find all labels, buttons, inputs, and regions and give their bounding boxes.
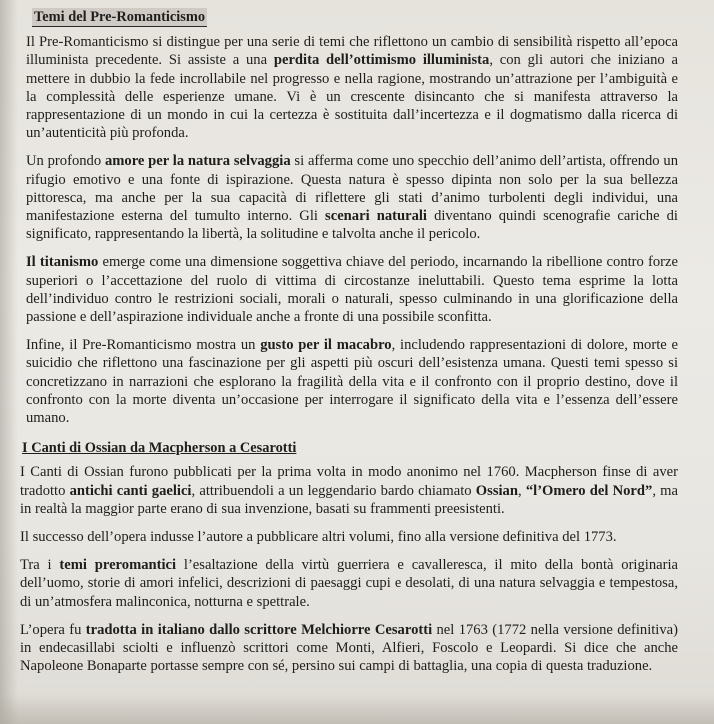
text-run: , con gli autori che iniziano a mettere in dubbio la fede incrollabile nel progresso e nella ragione, mostrando un’attrazione per l’ambiguità e la complessità delle esperienze umane. Vi è un crescente disincanto che si manifesta attraverso la rappresentazione di un mondo in cui la certezza è sostituita dall’incertezza e il dogmatismo dalla ricerca di un’autenticità più profonda. (26, 52, 678, 142)
section-title-ossian: I Canti di Ossian da Macpherson a Cesarotti (22, 440, 297, 457)
bold-term: Il titanismo (26, 254, 99, 271)
bold-term: Ossian (475, 482, 518, 499)
text-run: Infine, il Pre-Romanticismo mostra un (26, 337, 261, 354)
text-run: Il Pre-Romanticismo si distingue per una serie di temi che riflettono un cambio di sensibilità rispetto all’epoca illuminista precedente. Si assiste a una (26, 34, 678, 69)
section-title-pre-romanticismo: Temi del Pre-Romanticismo (32, 8, 207, 27)
paragraph-pessimism (26, 33, 678, 142)
paragraph-titanism (26, 253, 678, 326)
text-run: emerge come una dimensione soggettiva chiave del periodo, incarnando la ribellione contro forze superiori o l’accettazione del ruolo di vittima di circostanze ineluttabili. Questo tema esprime la lotta dell’individuo contro le restrizioni sociali, morali o naturali, spesso culminando in una glorificazione della passione e dell’aspirazione individuale anche a fronte di una possibile sconfitta. (26, 254, 678, 326)
bold-term: tradotta in italiano dallo scrittore Melchiorre Cesarotti (85, 621, 433, 638)
text-run: , ma in realtà la maggior parte erano di sua invenzione, basati su frammenti preesistenti. (20, 482, 679, 517)
text-run: nel 1763 (1772 nella versione definitiva) in endecasillabi sciolti e influenzò scrittori come Monti, Alfieri, Foscolo e Leopardi. Si dice che anche Napoleone Bonaparte portasse sempre con sé, persino sui campi di battaglia, una copia di questa traduzione. (20, 621, 678, 675)
text-run: Tra i (20, 557, 60, 574)
text-run: Un profondo (26, 153, 105, 170)
bold-term: gusto per il macabro (260, 337, 392, 354)
text-run: I Canti di Ossian furono pubblicati per la prima volta in modo anonimo nel 1760. Macpherson finse di aver tradotto (20, 464, 678, 499)
bold-term: perdita dell’ottimismo illuminista (273, 52, 490, 69)
text-run: , attribuendoli a un leggendario bardo chiamato (191, 482, 476, 499)
bold-term: scenari naturali (325, 208, 427, 225)
document-content (20, 8, 679, 686)
bold-term: antichi canti gaelici (69, 482, 192, 499)
text-run: diventano quindi scenografie cariche di significato, rappresentando la libertà, la solitudine e talvolta anche il pericolo. (26, 208, 678, 243)
paragraph-ossian-themes (20, 556, 678, 611)
paragraph-macabre (26, 336, 678, 427)
text-run: , includendo rappresentazioni di dolore, morte e suicidio che riflettono una fascinazione per gli aspetti più oscuri dell’esistenza umana. Questi temi spesso si concretizzano in narrazioni che esplorano la fragilità della vita e il confronto con il proprio destino, dove il confronto con la morte diventa un’occasione per interrogare il significato della vita e l’essenza dell’essere umano. (26, 337, 678, 427)
paragraph-ossian-publication (20, 463, 678, 518)
text-run: l’esaltazione della virtù guerriera e cavalleresca, il mito della bontà originaria dell’uomo, storie di amori infelici, descrizioni di paesaggi cupi e desolati, di una natura selvaggia e tempestosa, di un’atmosfera malinconica, notturna e spettrale. (20, 557, 678, 610)
paragraph-ossian-translation (20, 621, 678, 676)
bold-term: temi preromantici (59, 557, 177, 574)
bold-term: “l’Omero del Nord” (525, 482, 653, 499)
text-run: si afferma come uno specchio dell’animo dell’artista, offrendo un rifugio emotivo e una fonte di ispirazione. Questa natura è spesso dipinta non solo per la sua bellezza pittoresca, ma anche per la sua capacità di riflettere gli stati d’animo turbolenti degli individui, una manifestazione esterna del tumulto interno. Gli (26, 153, 678, 225)
text-run: , (517, 482, 526, 499)
paragraph-nature (26, 152, 678, 243)
text-run: L’opera fu (20, 621, 86, 638)
paragraph-ossian-success: Il successo dell’opera indusse l’autore a pubblicare altri volumi, fino alla versione definitiva del 1773. (20, 529, 617, 546)
bold-term: amore per la natura selvaggia (104, 153, 291, 170)
